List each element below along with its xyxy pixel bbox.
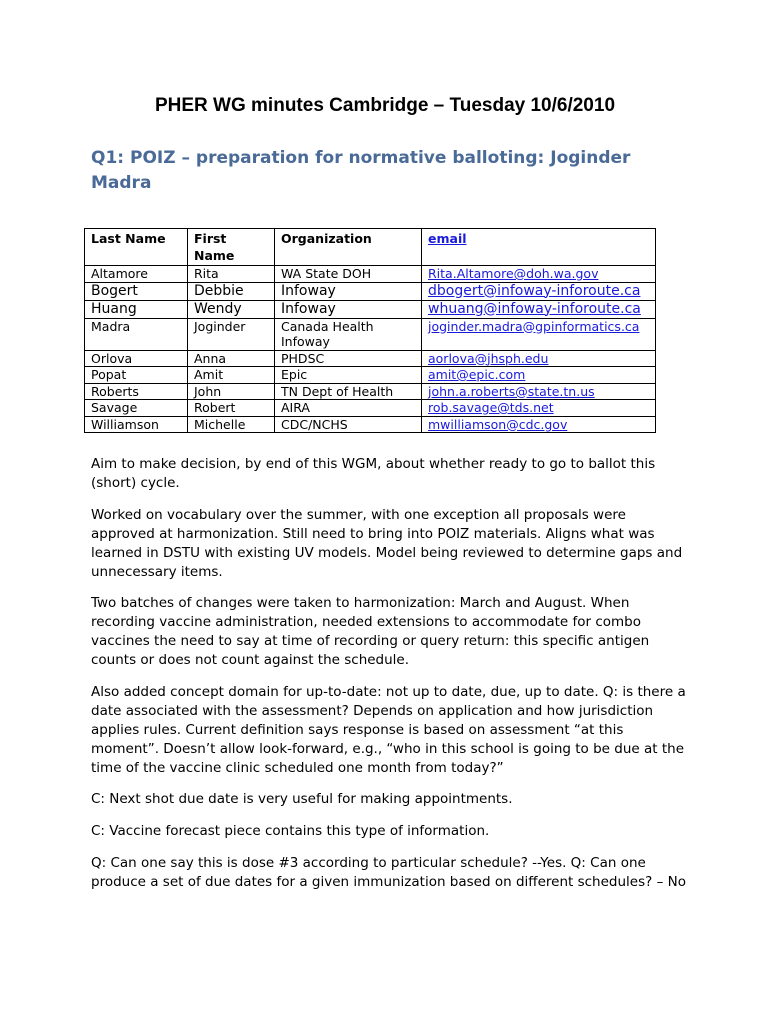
last-name-cell: Madra (85, 318, 188, 350)
paragraph-forecast-comment: C: Vaccine forecast piece contains this type of information. (91, 822, 490, 839)
section-heading: Q1: POIZ – preparation for normative balloting: Joginder Madra (91, 148, 631, 193)
email-link[interactable]: mwilliamson@cdc.gov (428, 416, 568, 432)
organization-cell: TN Dept of Health (275, 383, 422, 400)
table-row (85, 318, 656, 350)
last-name-cell: Roberts (85, 383, 188, 400)
header-email-link[interactable]: email (428, 231, 467, 246)
last-name-cell: Orlova (85, 350, 188, 367)
first-name-cell: Amit (188, 367, 275, 384)
organization-cell: Infoway (275, 300, 422, 318)
table-row (85, 383, 656, 400)
paragraph-dose-question: Q: Can one say this is dose #3 according to particular schedule? --Yes. Q: Can one produce a set of due dates for a given immunization based on different schedules? – No (91, 854, 686, 890)
first-name-cell: Wendy (188, 300, 275, 318)
header-first-name: First Name (188, 229, 275, 266)
last-name-cell: Huang (85, 300, 188, 318)
email-cell (422, 400, 656, 417)
first-name-cell: Rita (188, 266, 275, 283)
paragraph-next-shot-comment: C: Next shot due date is very useful for making appointments. (91, 791, 513, 808)
email-cell (422, 318, 656, 350)
email-cell (422, 367, 656, 384)
table-row (85, 367, 656, 384)
organization-cell: PHDSC (275, 350, 422, 367)
table-row (85, 282, 656, 300)
header-email[interactable] (422, 229, 656, 266)
email-cell (422, 282, 656, 300)
email-link[interactable]: Rita.Altamore@doh.wa.gov (428, 266, 599, 281)
email-link[interactable]: dbogert@infoway-inforoute.ca (428, 282, 641, 299)
paragraph-harmonization-batches: Two batches of changes were taken to harmonization: March and August. When recording vaccine administration, needed extensions to accommodate for combo vaccines the need to say at time of recording or query return: this specific antigen counts or does not count against the schedule. (91, 595, 650, 669)
organization-cell: Canada Health Infoway (275, 318, 422, 350)
email-cell (422, 350, 656, 367)
organization-cell: Epic (275, 367, 422, 384)
paragraph-up-to-date-domain: Also added concept domain for up-to-date: not up to date, due, up to date. Q: is there a date associated with the assessment? Depends on application and how jurisdiction applies rules. Current definition says response is based on assessment “at this moment”. Doesn’t allow look-forward, e.g., “who in this school is going to be due at the time of the vaccine clinic scheduled one month from today?” (91, 683, 686, 776)
header-organization: Organization (275, 229, 422, 266)
first-name-cell: Michelle (188, 416, 275, 433)
header-last-name: Last Name (85, 229, 188, 266)
last-name-cell: Savage (85, 400, 188, 417)
email-link[interactable]: whuang@infoway-inforoute.ca (428, 300, 641, 317)
table-row (85, 266, 656, 283)
email-cell (422, 266, 656, 283)
last-name-cell: Bogert (85, 282, 188, 300)
last-name-cell: Altamore (85, 266, 188, 283)
last-name-cell: Williamson (85, 416, 188, 433)
email-cell (422, 416, 656, 433)
table-row (85, 416, 656, 433)
minutes-body (91, 455, 691, 904)
organization-cell: AIRA (275, 400, 422, 417)
table-row (85, 300, 656, 318)
table-header-row (85, 229, 656, 266)
email-cell (422, 383, 656, 400)
organization-cell: WA State DOH (275, 266, 422, 283)
last-name-cell: Popat (85, 367, 188, 384)
first-name-cell: Anna (188, 350, 275, 367)
email-link[interactable]: aorlova@jhsph.edu (428, 350, 549, 366)
email-link[interactable]: joginder.madra@gpinformatics.ca (428, 318, 640, 334)
organization-cell: CDC/NCHS (275, 416, 422, 433)
first-name-cell: Debbie (188, 282, 275, 300)
table-row (85, 350, 656, 367)
organization-cell: Infoway (275, 282, 422, 300)
email-link[interactable]: amit@epic.com (428, 367, 526, 382)
first-name-cell: Joginder (188, 318, 275, 350)
email-link[interactable]: john.a.roberts@state.tn.us (428, 383, 595, 399)
attendees-table (84, 228, 656, 433)
document-title: PHER WG minutes Cambridge – Tuesday 10/6/2010 (154, 95, 616, 116)
paragraph-decision-aim: Aim to make decision, by end of this WGM, about whether ready to go to ballot this (short) cycle. (91, 456, 656, 491)
first-name-cell: Robert (188, 400, 275, 417)
paragraph-vocabulary: Worked on vocabulary over the summer, with one exception all proposals were approved at harmonization. Still need to bring into POIZ materials. Aligns what was learned in DSTU with existing UV models. Model being reviewed to determine gaps and unnecessary items. (91, 506, 683, 580)
table-row (85, 400, 656, 417)
email-cell (422, 300, 656, 318)
email-link[interactable]: rob.savage@tds.net (428, 400, 554, 415)
first-name-cell: John (188, 383, 275, 400)
